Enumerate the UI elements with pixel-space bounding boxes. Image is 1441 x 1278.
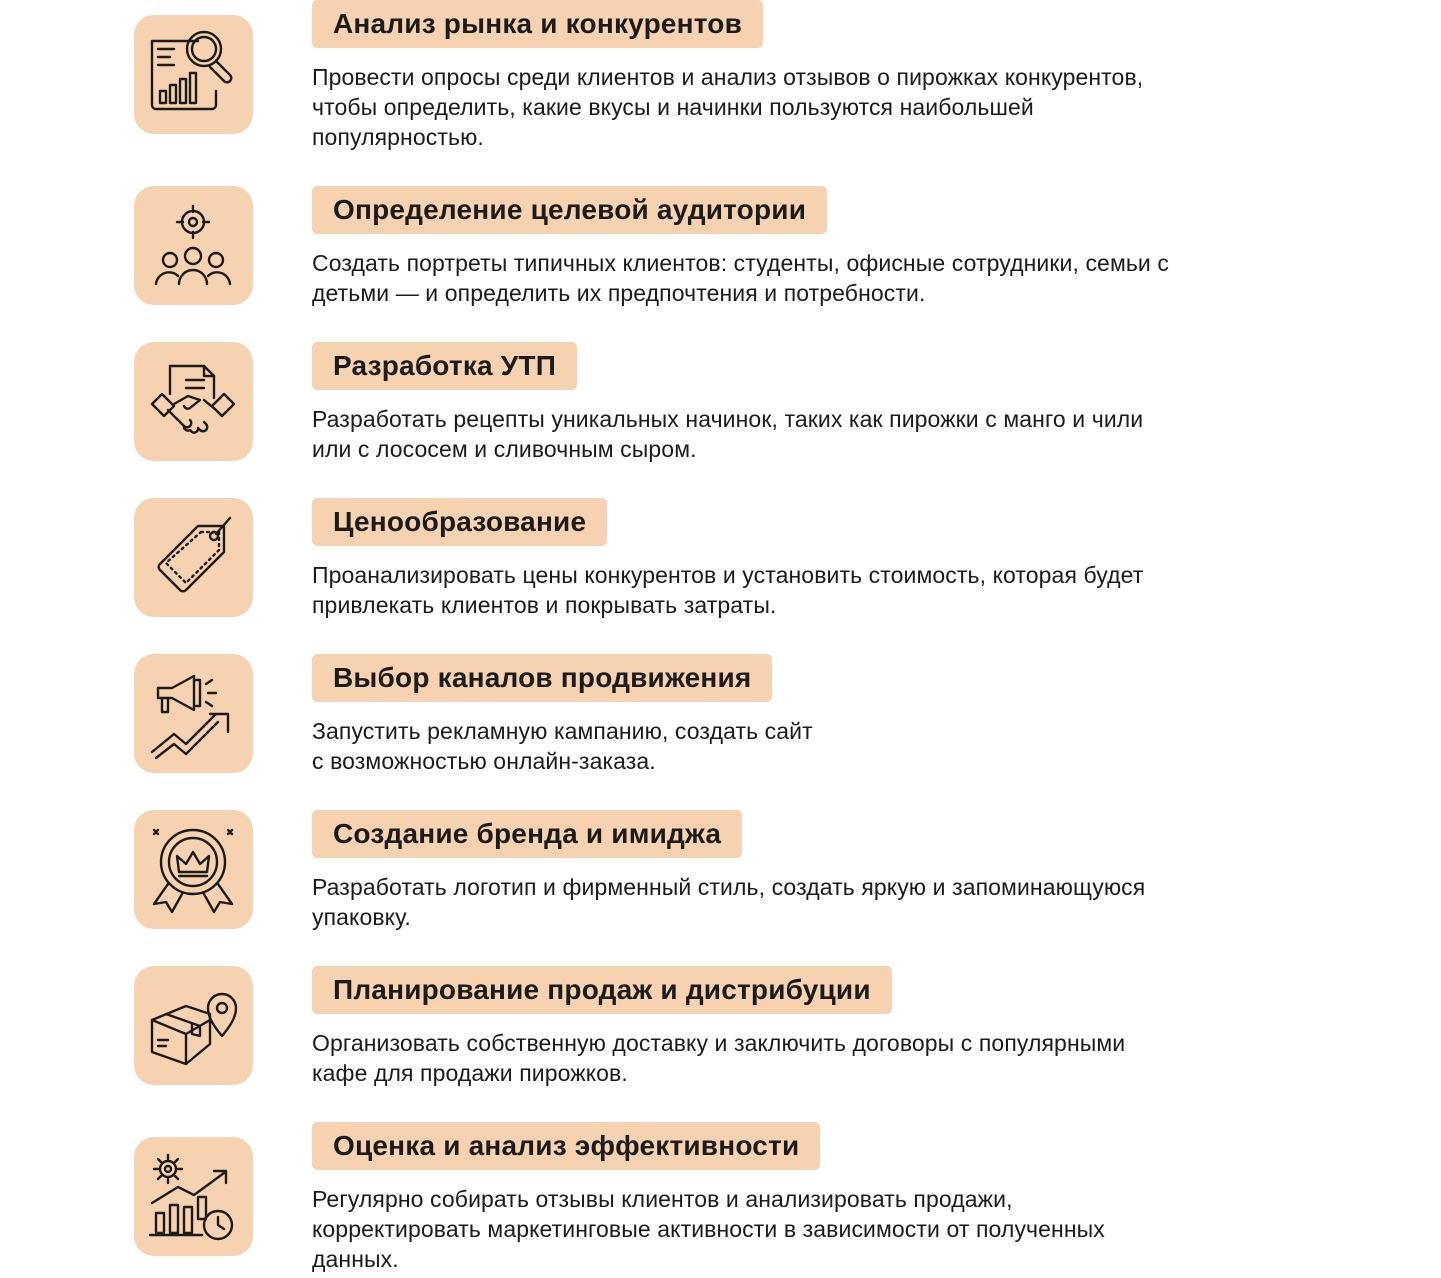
step-description (312, 872, 1145, 932)
box-location-icon (146, 978, 241, 1073)
description-line: Разработать логотип и фирменный стиль, создать яркую и запоминающуюся (312, 874, 1146, 900)
description-line: с возможностью онлайн-заказа. (312, 748, 656, 774)
description-line: Организовать собственную доставку и заключить договоры с популярными (312, 1030, 1126, 1056)
handshake-document-icon (146, 354, 241, 449)
icon-tile (134, 342, 253, 461)
step-title: Выбор каналов продвижения (312, 654, 772, 702)
description-line: данных. (312, 1246, 399, 1272)
icon-tile (134, 498, 253, 617)
target-audience-icon (146, 198, 241, 293)
description-line: Регулярно собирать отзывы клиентов и анализировать продажи, (312, 1186, 1013, 1212)
icon-tile (134, 654, 253, 773)
step-title: Создание бренда и имиджа (312, 810, 742, 858)
icon-tile (134, 15, 253, 134)
megaphone-growth-icon (146, 666, 241, 761)
description-line: чтобы определить, какие вкусы и начинки пользуются наибольшей (312, 94, 1034, 120)
icon-tile (134, 186, 253, 305)
description-line: популярностью. (312, 124, 484, 150)
price-tag-icon (146, 510, 241, 605)
step-description (312, 1184, 1105, 1274)
step-description (312, 248, 1169, 308)
description-line: Провести опросы среди клиентов и анализ отзывов о пирожках конкурентов, (312, 64, 1144, 90)
description-line: кафе для продажи пирожков. (312, 1060, 628, 1086)
description-line: детьми — и определить их предпочтения и потребности. (312, 280, 926, 306)
step-title: Анализ рынка и конкурентов (312, 0, 763, 48)
icon-tile (134, 1137, 253, 1256)
description-line: или с лососем и сливочным сыром. (312, 436, 697, 462)
description-line: Проанализировать цены конкурентов и установить стоимость, которая будет (312, 562, 1144, 588)
step-title: Оценка и анализ эффективности (312, 1122, 820, 1170)
icon-tile (134, 810, 253, 929)
step-title: Разработка УТП (312, 342, 577, 390)
step-description (312, 716, 813, 776)
icon-tile (134, 966, 253, 1085)
crown-badge-icon (146, 822, 241, 917)
description-line: корректировать маркетинговые активности в зависимости от полученных (312, 1216, 1105, 1242)
description-line: упаковку. (312, 904, 411, 930)
step-description (312, 404, 1143, 464)
step-title: Планирование продаж и дистрибуции (312, 966, 892, 1014)
step-description (312, 62, 1143, 152)
description-line: Разработать рецепты уникальных начинок, таких как пирожки с манго и чили (312, 406, 1144, 432)
step-description (312, 1028, 1125, 1088)
performance-chart-icon (146, 1149, 241, 1244)
step-title: Определение целевой аудитории (312, 186, 827, 234)
market-research-icon (146, 27, 241, 122)
description-line: Создать портреты типичных клиентов: студенты, офисные сотрудники, семьи с (312, 250, 1169, 276)
step-description (312, 560, 1143, 620)
description-line: привлекать клиентов и покрывать затраты. (312, 592, 777, 618)
step-title: Ценообразование (312, 498, 607, 546)
description-line: Запустить рекламную кампанию, создать сайт (312, 718, 813, 744)
